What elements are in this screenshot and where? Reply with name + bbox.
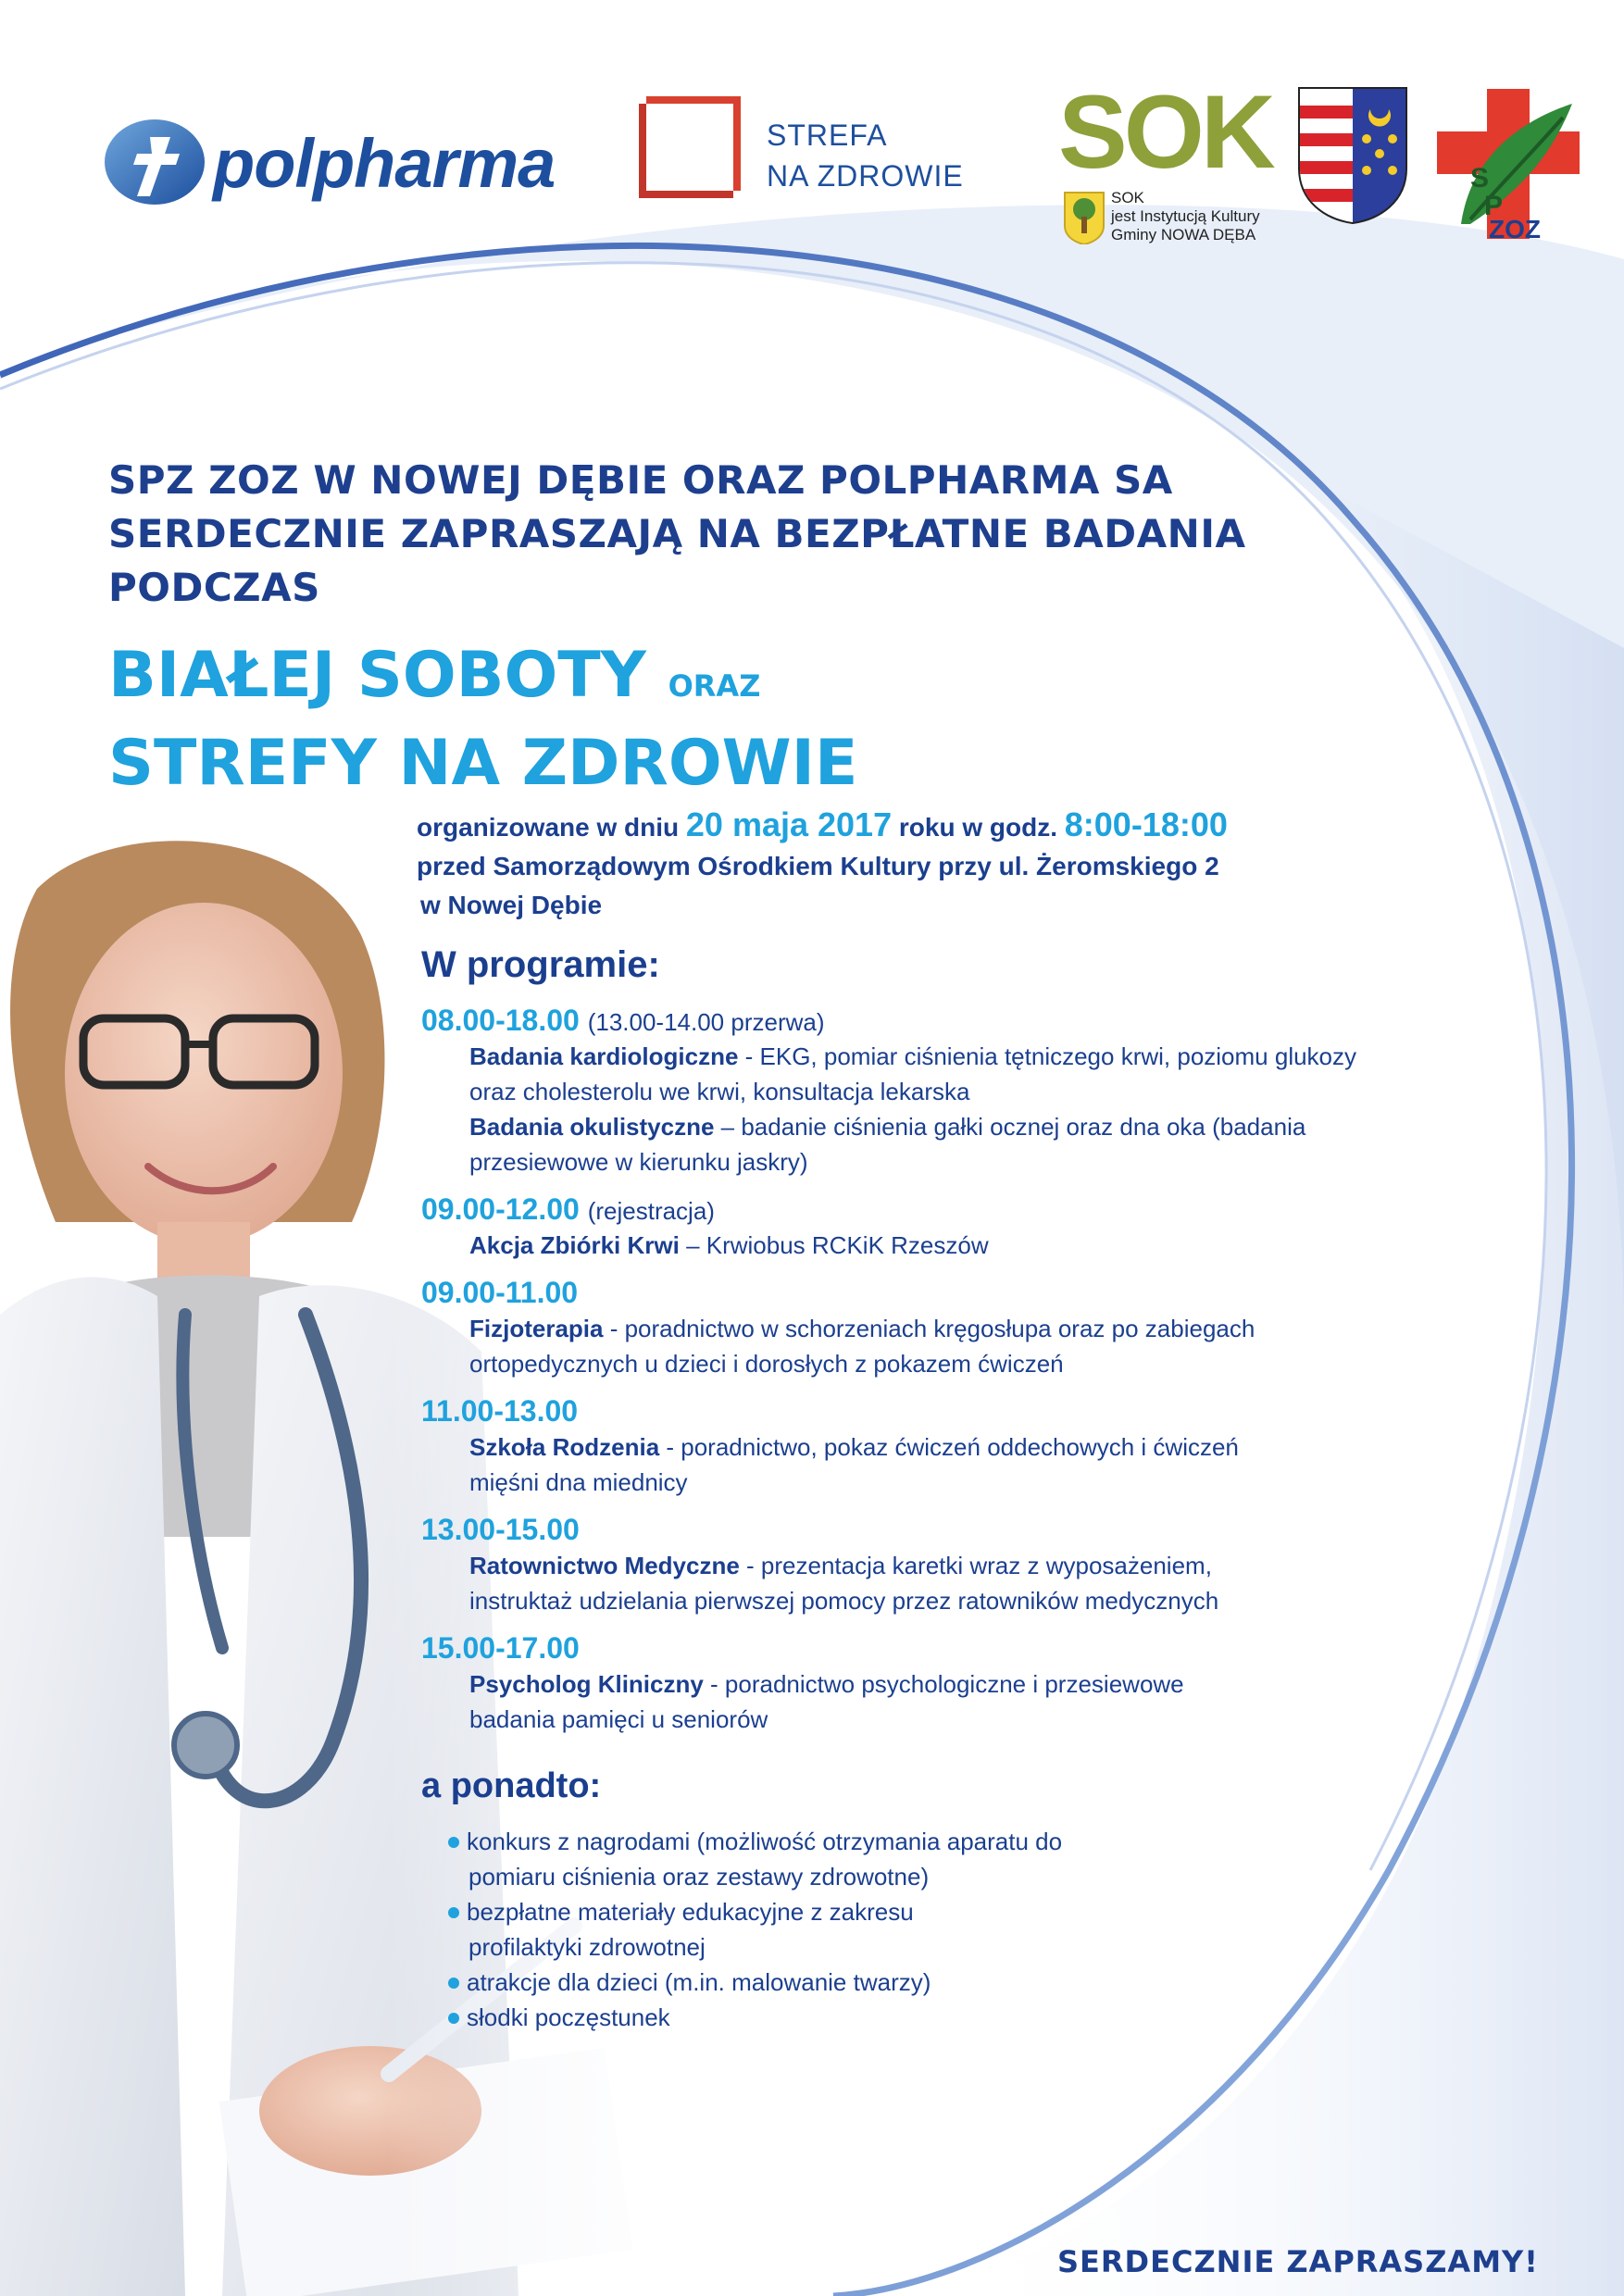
activity-line [469, 1702, 1440, 1737]
activity-name: Badania kardiologiczne [469, 1042, 739, 1070]
event-pre-date: organizowane w dniu [417, 813, 680, 842]
activity-description: - EKG, pomiar ciśnienia tętniczego krwi, poziomu glukozy [738, 1042, 1357, 1070]
sok-caption-line2: jest Instytucją Kultury [1111, 207, 1260, 225]
schedule-slot [421, 1629, 1440, 1737]
event-place-line1: przed Samorządowym Ośrodkiem Kultury przy ul. Żeromskiego 2 [417, 852, 1219, 880]
activity-name: Akcja Zbiórki Krwi [469, 1231, 680, 1259]
activity-description: – Krwiobus RCKiK Rzeszów [679, 1231, 989, 1259]
strefa-line1: STREFA [767, 119, 888, 152]
slot-time-row [421, 1274, 1440, 1311]
activity-description: oraz cholesterolu we krwi, konsultacja lekarska [469, 1078, 970, 1105]
activity-description: - poradnictwo, pokaz ćwiczeń oddechowych i ćwiczeń [659, 1433, 1239, 1461]
schedule-slot [421, 1191, 1440, 1263]
schedule-list [421, 1002, 1440, 1748]
activity-line [469, 1074, 1440, 1109]
activity-name: Psycholog Kliniczny [469, 1670, 704, 1698]
title-line2: STREFY NA ZDROWIE [108, 727, 858, 800]
title-oraz: ORAZ [668, 668, 761, 704]
activity-description: - prezentacja karetki wraz z wyposażeniem, [739, 1552, 1212, 1579]
activity-name: Szkoła Rodzenia [469, 1433, 660, 1461]
closing-invitation: SERDECZNIE ZAPRASZAMY! [1057, 2244, 1539, 2279]
activity-description: - poradnictwo psychologiczne i przesiewowe [703, 1670, 1184, 1698]
slot-time-row [421, 1392, 1440, 1429]
invitation-heading [108, 454, 1312, 615]
heading-line3: PODCZAS [108, 565, 320, 610]
activity-line [469, 1144, 1440, 1179]
activity-description: przesiewowe w kierunku jaskry) [469, 1148, 808, 1176]
coat-of-arms-icon [1296, 85, 1409, 224]
tree-emblem-icon [1063, 191, 1106, 244]
slot-time: 08.00-18.00 [421, 1004, 580, 1037]
svg-text:ZOZ: ZOZ [1489, 215, 1541, 243]
extras-item [448, 1894, 1281, 1929]
extras-list [448, 1824, 1281, 2035]
extras-text: konkurs z nagrodami (możliwość otrzymania aparatu do [467, 1828, 1063, 1855]
activity-description: ortopedycznych u dzieci i dorosłych z pokazem ćwiczeń [469, 1350, 1064, 1378]
svg-text:P: P [1484, 191, 1504, 221]
slot-time: 13.00-15.00 [421, 1513, 580, 1546]
bullet-icon [448, 1837, 459, 1848]
activity-line [469, 1666, 1440, 1702]
activity-name: Fizjoterapia [469, 1315, 604, 1342]
activity-description: – badanie ciśnienia gałki ocznej oraz dna oka (badania [714, 1113, 1306, 1141]
event-details [417, 805, 1228, 925]
activity-line [469, 1465, 1440, 1500]
extras-text: profilaktyki zdrowotnej [468, 1933, 706, 1961]
bullet-icon [448, 1978, 459, 1989]
sok-caption-line1: SOK [1111, 189, 1144, 206]
schedule-slot [421, 1511, 1440, 1618]
title-line1: BIAŁEJ SOBOTY [108, 639, 646, 712]
event-date: 20 maja 2017 [685, 805, 893, 843]
activity-line [469, 1548, 1440, 1583]
extras-text: bezpłatne materiały edukacyjne z zakresu [467, 1898, 914, 1926]
slot-note: (13.00-14.00 przerwa) [587, 1008, 825, 1036]
slot-time-row [421, 1191, 1440, 1228]
event-title [108, 637, 857, 803]
extras-text: pomiaru ciśnienia oraz zestawy zdrowotne) [468, 1863, 930, 1890]
strefa-square-icon [639, 96, 741, 198]
slot-time: 11.00-13.00 [421, 1394, 579, 1428]
event-place-line2: w Nowej Dębie [420, 891, 603, 919]
strefa-text [767, 115, 964, 196]
activity-name: Ratownictwo Medyczne [469, 1552, 740, 1579]
ponadto-title: a ponadto: [421, 1766, 602, 1805]
bullet-icon [448, 2013, 459, 2024]
extras-item [448, 2000, 1281, 2035]
extras-item [448, 1859, 1281, 1894]
extras-text: atrakcje dla dzieci (m.in. malowanie twarzy) [467, 1968, 931, 1996]
sok-logo [1054, 74, 1285, 257]
slot-time-row [421, 1002, 1440, 1039]
activity-line [469, 1228, 1440, 1263]
polpharma-mark-icon [104, 111, 206, 213]
bullet-icon [448, 1907, 459, 1918]
sok-wordmark: SOK [1058, 74, 1272, 190]
activity-line [469, 1109, 1440, 1144]
activity-line [469, 1311, 1440, 1346]
slot-time-row [421, 1511, 1440, 1548]
event-mid: roku w godz. [898, 813, 1057, 842]
activity-description: instruktaż udzielania pierwszej pomocy przez ratowników medycznych [469, 1587, 1219, 1615]
slot-time-row [421, 1629, 1440, 1666]
event-hours: 8:00-18:00 [1064, 805, 1228, 843]
polpharma-wordmark: polpharma [213, 125, 556, 202]
slot-time: 09.00-12.00 [421, 1192, 580, 1226]
spzoz-logo-icon [1433, 85, 1583, 243]
activity-description: badania pamięci u seniorów [469, 1705, 768, 1733]
slot-time: 15.00-17.00 [421, 1631, 580, 1665]
schedule-slot [421, 1274, 1440, 1381]
sok-caption [1111, 189, 1260, 244]
activity-line [469, 1429, 1440, 1465]
sok-caption-line3: Gminy NOWA DĘBA [1111, 226, 1256, 243]
activity-line [469, 1583, 1440, 1618]
extras-item [448, 1965, 1281, 2000]
activity-description: mięśni dna miednicy [469, 1468, 688, 1496]
strefa-logo [639, 96, 991, 217]
activity-description: - poradnictwo w schorzeniach kręgosłupa oraz po zabiegach [603, 1315, 1255, 1342]
slot-time: 09.00-11.00 [421, 1276, 579, 1309]
activity-line [469, 1346, 1440, 1381]
strefa-line2: NA ZDROWIE [767, 159, 964, 193]
heading-line1: SPZ ZOZ W NOWEJ DĘBIE ORAZ POLPHARMA SA [108, 457, 1173, 503]
polpharma-logo [104, 111, 604, 213]
program-title: W programie: [421, 944, 660, 985]
activity-name: Badania okulistyczne [469, 1113, 715, 1141]
activity-line [469, 1039, 1440, 1074]
heading-line2: SERDECZNIE ZAPRASZAJĄ NA BEZPŁATNE BADANIA [108, 511, 1246, 556]
extras-item [448, 1824, 1281, 1859]
extras-item [448, 1929, 1281, 1965]
slot-note: (rejestracja) [587, 1197, 715, 1225]
svg-text:S: S [1470, 163, 1490, 193]
extras-text: słodki poczęstunek [467, 2003, 670, 2031]
schedule-slot [421, 1392, 1440, 1500]
schedule-slot [421, 1002, 1440, 1179]
